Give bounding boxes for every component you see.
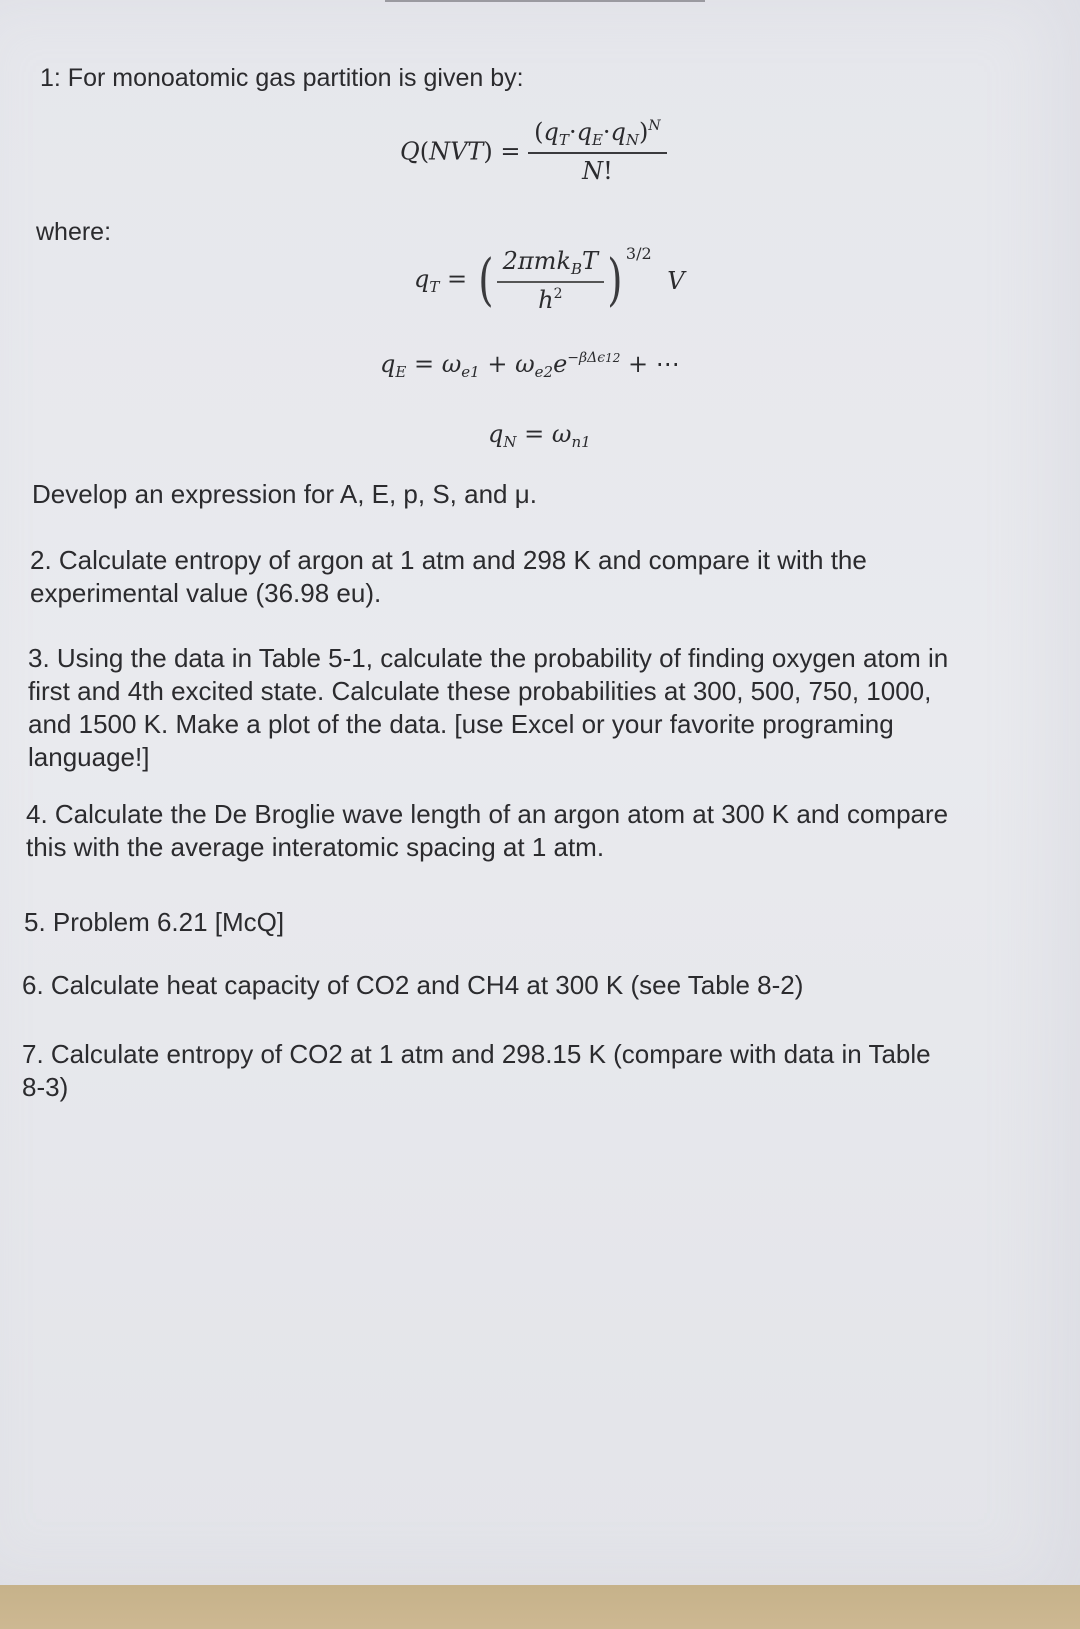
problem3-line: first and 4th excited state. Calculate these probabilities at 300, 500, 750, 1000, (28, 676, 932, 706)
where-label: where: (36, 218, 112, 246)
problem6 (22, 969, 803, 1002)
problem3 (28, 642, 948, 774)
problem2-line: 2. Calculate entropy of argon at 1 atm and 298 K and compare it with the (30, 545, 867, 575)
problem3-line: 3. Using the data in Table 5-1, calculate the probability of finding oxygen atom in (28, 643, 949, 673)
problem7 (22, 1038, 931, 1104)
problem2-line: experimental value (36.98 eu). (30, 578, 382, 608)
top-rule (385, 0, 705, 2)
equation-q-electronic: $q_E = \omega_{e1} + \omega_{e2}e^{-\beta\Delta\epsilon 12}$ + ⋯ (380, 350, 680, 381)
equation-q-nuclear: $q_N = \omega_{n1}$ (488, 420, 591, 451)
q-nvt-numerator: $(q_T\cdot q_E\cdot q_N)^N$ (528, 118, 667, 154)
problem3-line: language!] (28, 742, 150, 772)
problem1-develop: Develop an expression for A, E, p, S, and μ. (32, 479, 537, 509)
problem5-text: 5. Problem 6.21 [McQ] (24, 907, 285, 937)
problem4-line: this with the average interatomic spacing at 1 atm. (26, 832, 605, 862)
problem7-line: 8-3) (22, 1072, 69, 1102)
table-surface (0, 1585, 1080, 1629)
q-t-fraction: $\frac{2\pi mk_BT}{h^2}$ (497, 247, 604, 314)
problem3-line: and 1500 K. Make a plot of the data. [use Excel or your favorite programing (28, 709, 894, 739)
problem4-line: 4. Calculate the De Broglie wave length of an argon atom at 300 K and compare (26, 799, 949, 829)
problem6-text: 6. Calculate heat capacity of CO2 and CH4 at 300 K (see Table 8-2) (22, 970, 804, 1000)
problem1-intro: 1: For monoatomic gas partition is given by: (40, 64, 524, 92)
problem2 (30, 544, 867, 610)
problem7-line: 7. Calculate entropy of CO2 at 1 atm and 298.15 K (compare with data in Table (22, 1039, 931, 1069)
problem5 (24, 906, 284, 939)
equation-q-nvt: Q(NVT) = $\frac{(q_T\cdot q_E\cdot q_N)^N}{N!}$ (400, 118, 667, 185)
q-nvt-denominator: N! (582, 157, 613, 185)
equation-q-translational: $q_T$ = ( $\frac{2\pi mk_BT}{h^2}$ ) $^{3/2}$ V (414, 244, 685, 314)
q-nvt-fraction (528, 118, 667, 185)
problem4 (26, 798, 948, 864)
